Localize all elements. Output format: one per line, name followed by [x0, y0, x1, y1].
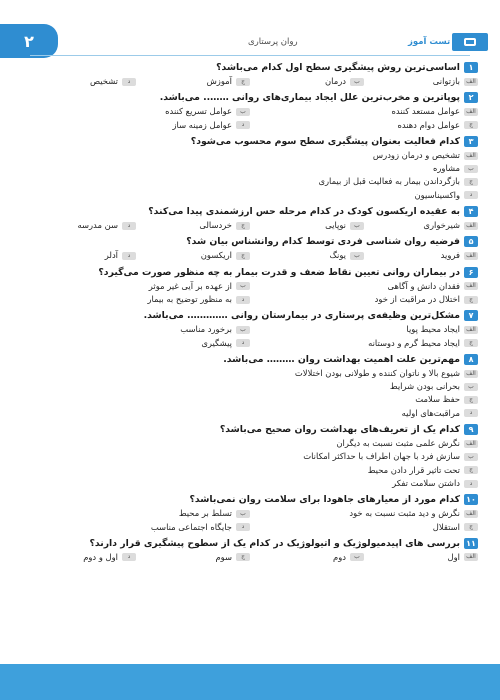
question-number: ۵ [464, 236, 478, 247]
answer-option[interactable] [22, 149, 478, 162]
answer-option[interactable] [22, 189, 478, 202]
option-text: سوم [215, 551, 232, 562]
option-text: خردسالی [199, 220, 232, 231]
option-letter: د [236, 296, 250, 304]
answer-option[interactable] [250, 323, 478, 336]
option-letter: ج [464, 296, 478, 304]
option-letter: د [122, 252, 136, 260]
option-letter: د [236, 523, 250, 531]
answer-option[interactable] [250, 293, 478, 306]
answer-option[interactable] [250, 249, 364, 262]
option-letter: ب [236, 108, 250, 116]
option-text: به منظور توضیح به بیمار [147, 293, 232, 304]
answer-option[interactable] [22, 507, 250, 520]
option-text: درمان [325, 76, 346, 86]
answer-options [22, 437, 478, 490]
question-stem [22, 352, 478, 367]
question-text: مشکل‌ترین وظیفه‌ی پرستاری در بیمارستان روانی …………. می‌باشد. [143, 310, 460, 322]
option-text: بحرانی بودن شرایط [389, 381, 460, 392]
option-letter: الف [464, 440, 478, 448]
option-letter: د [122, 222, 136, 230]
option-letter: ج [464, 466, 478, 474]
answer-options [22, 280, 478, 307]
question-number: ۷ [464, 310, 478, 321]
option-text: برخورد مناسب [180, 324, 232, 335]
option-text: بازتوانی [432, 76, 460, 86]
question-text: پوپاترین و مخرب‌ترین علل ایجاد بیماری‌های روانی …….. می‌باشد. [159, 92, 460, 104]
option-letter: د [122, 78, 136, 86]
option-letter: ب [350, 553, 364, 561]
option-letter: الف [464, 108, 478, 116]
course-title: روان پرستاری [248, 37, 298, 47]
answer-option[interactable] [22, 249, 136, 262]
option-text: عوامل زمینه ساز [172, 119, 232, 130]
option-letter: د [464, 480, 478, 488]
option-text: حفظ سلامت [415, 394, 460, 405]
question-item [22, 234, 478, 262]
option-letter: ج [236, 78, 250, 86]
answer-option[interactable] [22, 437, 478, 450]
option-text: بازگرداندن بیمار به فعالیت قبل از بیماری [318, 176, 460, 187]
option-letter: ب [236, 282, 250, 290]
question-stem [22, 308, 478, 323]
answer-option[interactable] [22, 293, 250, 306]
option-text: یونگ [329, 250, 346, 261]
answer-option[interactable] [22, 105, 250, 118]
option-text: شیرخواری [423, 220, 460, 231]
question-text: کدام فعالیت بعنوان پیشگیری سطح سوم محسوب می‌شود؟ [190, 135, 460, 147]
option-text: اریکسون [200, 250, 232, 261]
answer-options [22, 249, 478, 262]
question-number: ۴ [464, 206, 478, 217]
answer-option[interactable] [364, 75, 478, 88]
question-number: ۱ [464, 62, 478, 73]
answer-option[interactable] [22, 380, 478, 393]
option-text: ایجاد محیط گرم و دوستانه [368, 337, 460, 348]
question-stem [22, 60, 478, 75]
question-number: ۲ [464, 92, 478, 103]
option-letter: ج [236, 252, 250, 260]
option-text: اول [447, 551, 460, 562]
option-text: تحت تاثیر قرار دادن محیط [367, 464, 460, 475]
answer-options [22, 219, 478, 232]
option-text: اول و دوم [83, 551, 118, 562]
question-stem [22, 422, 478, 437]
answer-options [22, 551, 478, 564]
option-text: فروید [440, 250, 460, 261]
question-item [22, 204, 478, 232]
answer-option[interactable] [22, 450, 478, 463]
question-stem [22, 90, 478, 105]
option-text: تشخیص و درمان زودرس [372, 149, 460, 160]
option-text: نگرش علمی مثبت نسبت به دیگران [336, 438, 460, 449]
option-letter: ج [464, 396, 478, 404]
answer-option[interactable] [250, 551, 364, 564]
option-letter: ب [464, 165, 478, 173]
option-letter: د [464, 191, 478, 199]
option-text: جایگاه اجتماعی مناسب [150, 521, 232, 532]
answer-option[interactable] [250, 75, 364, 88]
option-text: داشتن سلامت تفکر [392, 477, 460, 488]
question-number: ۶ [464, 267, 478, 278]
header-divider [30, 55, 470, 56]
answer-option[interactable] [136, 219, 250, 232]
option-text: از عهده بر آیی غیر موثر [148, 280, 232, 291]
answer-option[interactable] [22, 219, 136, 232]
answer-option[interactable] [136, 75, 250, 88]
answer-option[interactable] [22, 551, 136, 564]
option-text: پیشگیری [201, 337, 232, 348]
option-text: مراقبت‌های اولیه [401, 407, 460, 418]
question-stem [22, 265, 478, 280]
page-number-badge: ۲ [0, 24, 58, 58]
answer-option[interactable] [22, 75, 136, 88]
option-letter: ب [236, 326, 250, 334]
option-letter: الف [464, 370, 478, 378]
answer-option[interactable] [250, 521, 478, 534]
answer-option[interactable] [22, 464, 478, 477]
question-item [22, 308, 478, 350]
option-text: عوامل مستعد کننده [391, 106, 460, 117]
option-text: ایجاد محیط پویا [406, 324, 460, 335]
answer-options [22, 75, 478, 88]
answer-option[interactable] [22, 280, 250, 293]
option-text: اختلال در مراقبت از خود [374, 293, 460, 304]
option-letter: ج [464, 339, 478, 347]
answer-option[interactable] [22, 367, 478, 380]
page-footer-bar [0, 664, 500, 700]
option-text: تسلط بر محیط [178, 508, 232, 519]
option-text: نوپایی [325, 220, 346, 231]
option-text: عوامل دوام دهنده [397, 119, 460, 130]
option-letter: الف [464, 222, 478, 230]
option-letter: ج [236, 553, 250, 561]
option-letter: ج [464, 178, 478, 186]
question-text: اساسی‌ترین روش پیشگیری سطح اول کدام می‌باشد؟ [216, 62, 460, 73]
option-text: آموزش [206, 76, 232, 86]
answer-option[interactable] [250, 105, 478, 118]
option-text: نگرش و دید مثبت نسبت به خود [349, 508, 460, 519]
option-text: شیوع بالا و ناتوان کننده و طولانی بودن اختلالات [294, 367, 460, 378]
brand-logo-icon [452, 33, 488, 51]
question-text: فرضیه روان شناسی فردی توسط کدام روانشناس بیان شد؟ [186, 236, 460, 248]
option-text: تشخیص [90, 76, 118, 86]
question-number: ۸ [464, 354, 478, 365]
answer-option[interactable] [136, 249, 250, 262]
answer-option[interactable] [250, 219, 364, 232]
question-item [22, 134, 478, 202]
option-letter: ب [350, 222, 364, 230]
option-letter: ج [236, 222, 250, 230]
question-number: ۹ [464, 424, 478, 435]
answer-option[interactable] [22, 175, 478, 188]
question-stem [22, 536, 478, 551]
answer-option[interactable] [22, 521, 250, 534]
option-text: دوم [333, 551, 346, 562]
answer-option[interactable] [364, 551, 478, 564]
option-text: سازش فرد با جهان اطراف با حداکثر امکانات [303, 451, 460, 462]
answer-option[interactable] [250, 119, 478, 132]
question-text: کدام مورد از معیارهای جاهودا برای سلامت روان نمی‌باشد؟ [189, 494, 460, 506]
question-number: ۱۰ [464, 494, 478, 505]
question-text: به عقیده اریکسون کودک در کدام مرحله حس ارزشمندی پیدا می‌کند؟ [148, 206, 460, 218]
page-header [0, 0, 500, 58]
question-text: بررسی های اپیدمیولوژیک و اتیولوژیک در کدام یک از سطوح پیشگیری قرار دارند؟ [89, 537, 460, 549]
answer-option[interactable] [22, 337, 250, 350]
answer-option[interactable] [250, 337, 478, 350]
answer-option[interactable] [22, 162, 478, 175]
answer-options [22, 105, 478, 132]
answer-options [22, 367, 478, 420]
option-text: فقدان دانش و آگاهی [387, 280, 460, 291]
answer-option[interactable] [364, 249, 478, 262]
option-letter: الف [464, 553, 478, 561]
option-letter: الف [464, 252, 478, 260]
question-stem [22, 234, 478, 249]
question-stem [22, 134, 478, 149]
option-letter: ب [350, 78, 364, 86]
question-item [22, 352, 478, 420]
answer-option[interactable] [136, 551, 250, 564]
option-letter: ب [236, 510, 250, 518]
option-letter: ب [464, 383, 478, 391]
question-text: در بیماران روانی تعیین نقاط ضعف و قدرت بیمار به چه منظور صورت می‌گیرد؟ [98, 266, 460, 278]
question-item [22, 60, 478, 88]
question-item [22, 536, 478, 564]
option-letter: الف [464, 152, 478, 160]
answer-option[interactable] [22, 393, 478, 406]
option-text: عوامل تسریع کننده [165, 106, 232, 117]
option-letter: د [464, 409, 478, 417]
option-letter: ج [464, 523, 478, 531]
answer-options [22, 507, 478, 534]
option-letter: الف [464, 282, 478, 290]
question-stem [22, 492, 478, 507]
option-letter: ب [464, 453, 478, 461]
question-item [22, 265, 478, 307]
question-text: مهم‌ترین علت اهمیت بهداشت روان ……… می‌باشد. [223, 353, 460, 365]
question-stem [22, 204, 478, 219]
option-letter: ج [464, 121, 478, 129]
answer-option[interactable] [250, 280, 478, 293]
brand-name: تست آموز [408, 37, 451, 47]
option-text: استقلال [432, 521, 460, 532]
answer-option[interactable] [250, 507, 478, 520]
option-letter: الف [464, 326, 478, 334]
answer-option[interactable] [22, 477, 478, 490]
option-text: واکسیناسیون [414, 189, 460, 200]
question-item [22, 90, 478, 132]
question-item [22, 492, 478, 534]
option-letter: الف [464, 510, 478, 518]
answer-option[interactable] [22, 407, 478, 420]
answer-option[interactable] [22, 119, 250, 132]
option-letter: د [122, 553, 136, 561]
question-number: ۱۱ [464, 538, 478, 549]
question-item [22, 422, 478, 490]
question-text: کدام یک از تعریف‌های بهداشت روان صحیح می‌باشد؟ [219, 424, 460, 436]
answer-option[interactable] [364, 219, 478, 232]
option-text: مشاوره [433, 163, 460, 174]
option-text: آدلر [104, 250, 118, 261]
option-letter: ب [350, 252, 364, 260]
answer-option[interactable] [22, 323, 250, 336]
option-text: سن مدرسه [77, 220, 118, 231]
answer-options [22, 323, 478, 350]
question-number: ۳ [464, 136, 478, 147]
question-list [22, 60, 478, 566]
option-letter: د [236, 339, 250, 347]
option-letter: الف [464, 78, 478, 86]
option-letter: د [236, 121, 250, 129]
answer-options [22, 149, 478, 202]
